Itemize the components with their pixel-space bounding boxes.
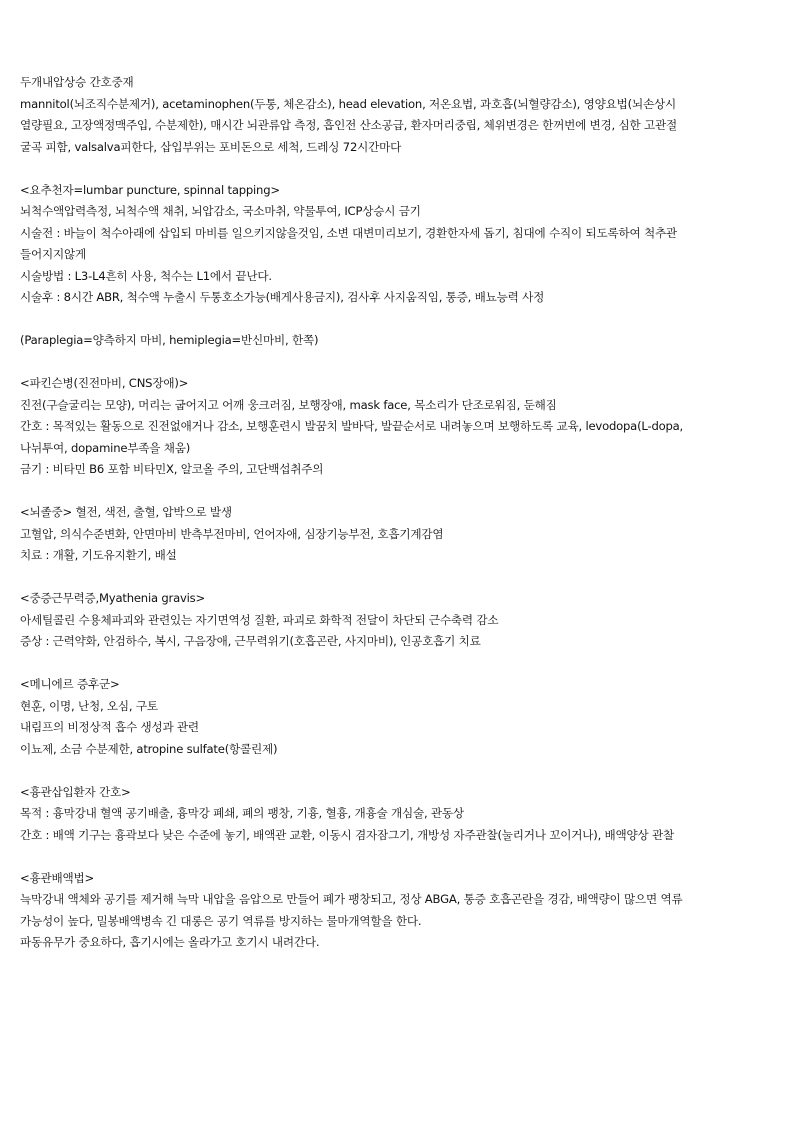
note-line: 간호 : 배액 기구는 흉곽보다 낮은 수준에 놓기, 배액관 교환, 이동시 겸자잠그기, 개방성 자주관찰(눌리거나 꼬이거나), 배액양상 관찰 — [20, 827, 675, 842]
note-section — [20, 782, 684, 847]
note-line: 시술방법 : L3-L4흔히 사용, 척수는 L1에서 끝난다. — [20, 268, 272, 283]
note-section — [20, 72, 684, 158]
section-heading: <중증근무력증,Myathenia gravis> — [20, 591, 206, 605]
note-line: 고혈압, 의식수준변화, 안면마비 반측부전마비, 언어자애, 심장기능부전, 호흡기계감염 — [20, 526, 444, 541]
note-line: 파동유무가 중요하다, 흡기시에는 올라가고 호기시 내려간다. — [20, 935, 320, 949]
section-heading: <메니에르 증후군> — [20, 677, 120, 691]
note-line: mannitol(뇌조직수분제거), acetaminophen(두통, 체온감소), head elevation, 저온요법, 과호흡(뇌혈량감소), 영양요법(뇌손상시 열량필요, 고장액정맥주입, 수분제한), 매시간 뇌관류압 측정, 흡인전 산소공급, 환자머리중립, 체위변경은 한꺼번에 변경, 심한 고관절굴곡 피함, valsalva피한다, 삽입부위는 포비돈으로 세척, 드레싱 72시간마다 — [20, 96, 678, 154]
note-line: 진전(구슬굴리는 모양), 머리는 굽어지고 어깨 웅크러짐, 보행장애, mask face, 목소리가 단조로워짐, 둔해짐 — [20, 397, 557, 412]
note-line: 이뇨제, 소금 수분제한, atropine sulfate(항콜린제) — [20, 741, 278, 756]
paragraph-spacer — [20, 846, 684, 868]
paragraph-spacer — [20, 481, 684, 503]
note-line: 시술전 : 바늘이 척수아래에 삽입되 마비를 일으키지않을것임, 소변 대변미리보기, 경환한자세 돕기, 침대에 수직이 되도록하여 척추관들어지지않게 — [20, 225, 677, 261]
note-line: 증상 : 근력약화, 안검하수, 복시, 구음장애, 근무력위기(호흡곤란, 사지마비), 인공호흡기 치료 — [20, 634, 481, 648]
note-line: 치료 : 개활, 기도유지환기, 배설 — [20, 548, 177, 562]
note-line: 내림프의 비정상적 흡수 생성과 관련 — [20, 720, 199, 734]
section-heading: <흉관삽입환자 간호> — [20, 784, 131, 799]
note-line: 간호 : 목적있는 활동으로 진전없애거나 감소, 보행훈련시 발꿈치 발바닥, 발끝순서로 내려놓으며 보행하도록 교육, levodopa(L-dopa,나뉘투여, dopamine부족을 채움) — [20, 419, 684, 455]
note-line: 뇌척수액압력측정, 뇌척수액 채취, 뇌압감소, 국소마취, 약물투여, ICP상승시 금기 — [20, 204, 421, 218]
note-section — [20, 588, 684, 653]
section-heading: <뇌졸중> 혈전, 색전, 출혈, 압박으로 발생 — [20, 505, 232, 519]
paragraph-spacer — [20, 567, 684, 589]
section-heading: (Paraplegia=양측하지 마비, hemiplegia=반신마비, 한쪽) — [20, 333, 319, 347]
section-heading: 두개내압상승 간호중재 — [20, 75, 134, 89]
note-section — [20, 373, 684, 481]
section-heading: <요추천자=lumbar puncture, spinnal tapping> — [20, 182, 280, 197]
note-section — [20, 674, 684, 760]
section-heading: <흉관배액법> — [20, 870, 95, 885]
paragraph-spacer — [20, 760, 684, 782]
section-heading: <파킨슨병(진전마비, CNS장애)> — [20, 376, 189, 390]
paragraph-spacer — [20, 309, 684, 331]
note-line: 시술후 : 8시간 ABR, 척수액 누출시 두통호소가능(배게사용금지), 검사후 사지움직임, 통증, 배뇨능력 사정 — [20, 290, 545, 304]
note-line: 현훈, 이명, 난청, 오심, 구토 — [20, 698, 158, 713]
note-line: 금기 : 비타민 B6 포함 비타민X, 알코올 주의, 고단백섭취주의 — [20, 462, 324, 476]
paragraph-spacer — [20, 158, 684, 180]
paragraph-spacer — [20, 653, 684, 675]
note-line: 목적 : 흉막강내 혈액 공기배출, 흉막강 폐쇄, 폐의 팽창, 기흉, 혈흉, 개흉술 개심술, 관동상 — [20, 806, 464, 820]
note-line: 아세틸콜린 수용체파괴와 관련있는 자기면역성 질환, 파괴로 화학적 전달이 차단되 근수축력 감소 — [20, 612, 499, 627]
note-section — [20, 502, 684, 567]
paragraph-spacer — [20, 352, 684, 374]
note-section — [20, 330, 684, 352]
note-section — [20, 180, 684, 309]
document-body — [20, 72, 684, 954]
note-line: 늑막강내 액체와 공기를 제거해 늑막 내압을 음압으로 만들어 폐가 팽창되고, 정상 ABGA, 통증 호흡곤란을 경감, 배액량이 많으면 역류가능성이 높다, 밀봉배액병속 긴 대롱은 공기 역류를 방지하는 물마개역할을 한다. — [20, 892, 683, 928]
note-section — [20, 868, 684, 954]
